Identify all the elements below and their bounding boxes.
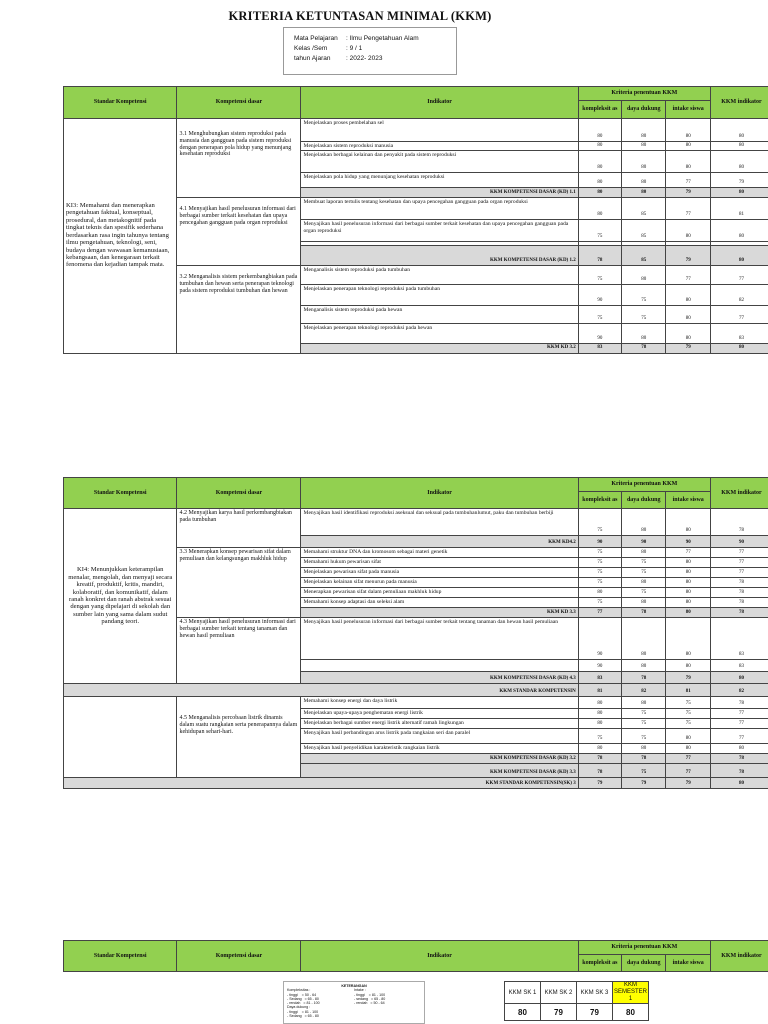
intake-value: 75 (666, 709, 710, 719)
kompleksitas-value: 90 (578, 660, 621, 672)
indikator-cell: Menjelaskan penerapan teknologi reproduksi pada hewan (301, 324, 578, 344)
kkm-table-2 (63, 477, 768, 789)
kompleksitas-value: 75 (578, 598, 621, 608)
intake-value: 75 (666, 719, 710, 729)
daya-dukung-value: 75 (622, 709, 666, 719)
header-indikator: Indikator (301, 478, 578, 509)
header-intake: intake siswa (666, 101, 710, 119)
kkm-value: 80 (710, 744, 768, 754)
kd-summary-label: KKM KD 3.3 (301, 608, 578, 618)
daya-dukung-value: 80 (622, 744, 666, 754)
indikator-cell: Menjelaskan berbagai kelainan dan penyakit pada sistem reproduksi (301, 151, 578, 173)
summary-value: 79 (577, 1004, 613, 1021)
table-row (64, 119, 768, 142)
intake-value: 81 (666, 684, 710, 697)
kkm-value: 80 (710, 119, 768, 142)
kd-summary-label: KKM KD 3.2 (301, 344, 578, 353)
indikator-cell: Menganalisis sistem reproduksi pada hewan (301, 306, 578, 324)
daya-dukung-value: 80 (622, 119, 666, 142)
kompleksitas-value: 80 (578, 151, 621, 173)
daya-dukung-value: 80 (622, 598, 666, 608)
kompleksitas-value: 75 (578, 220, 621, 242)
summary-label: KKM SK 3 (577, 982, 613, 1004)
indikator-cell: Menyajikan hasil penelusuran informasi dari berbagai sumber terkait kesehatan dan upaya pencegahan gangguan pada organ reproduksi (301, 220, 578, 242)
intake-value: 80 (666, 598, 710, 608)
kompleksitas-value: 90 (578, 324, 621, 344)
kd-summary-label: KKM KD4.2 (301, 536, 578, 548)
kkm-value: 77 (710, 558, 768, 568)
kkm-value: 80 (710, 188, 768, 198)
kompetensi-dasar-kd4: 4.5 Menganalisis percobaan listrik dinamis dalam suatu rangkaian serta penerapannya dalam kehidupan sehari-hari. (177, 697, 301, 778)
kkm-value: 77 (710, 306, 768, 324)
indikator-cell (301, 660, 578, 672)
daya-dukung-value: 80 (622, 578, 666, 588)
kkm-value: 77 (710, 568, 768, 578)
kompleksitas-value: 75 (578, 266, 621, 285)
daya-dukung-value: 75 (622, 558, 666, 568)
daya-dukung-value: 80 (622, 509, 666, 536)
summary-value: 80 (505, 1004, 541, 1021)
header-intake: intake siswa (666, 955, 710, 972)
kkm-value: 78 (710, 509, 768, 536)
intake-value: 80 (666, 588, 710, 598)
indikator-cell: Memahami konsep adaptasi dan seleksi alam (301, 598, 578, 608)
kkm-value: 80 (710, 220, 768, 242)
indikator-cell: Menyajikan hasil perbandingan arus listrik pada rangkaian seri dan paralel (301, 729, 578, 744)
tahun-label: tahun Ajaran (294, 55, 331, 62)
kompleksitas-value: 75 (578, 558, 621, 568)
daya-dukung-value: 78 (622, 672, 666, 684)
kkm-value: 83 (710, 660, 768, 672)
kompetensi-dasar-kd2: 3.3 Menerapkan konsep pewarisan sifat dalam pemuliaan dan kelangsungan makhluk hidup (177, 548, 301, 618)
indikator-cell: Membuat laporan tertulis tentang kesehatan dan upaya pencegahan gangguan pada organ reproduksi (301, 198, 578, 220)
kompleksitas-value: 78 (578, 246, 621, 266)
kkm-value: 80 (710, 246, 768, 266)
summary-value-semester: 80 (613, 1004, 649, 1021)
kkm-value: 82 (710, 285, 768, 306)
header-indikator: Indikator (301, 87, 578, 119)
daya-dukung-value: 85 (622, 198, 666, 220)
kompleksitas-value: 79 (578, 778, 621, 789)
table-row (64, 778, 768, 789)
intake-value: 80 (666, 578, 710, 588)
daya-dukung-value: 80 (622, 142, 666, 151)
kkm-value: 80 (710, 151, 768, 173)
kkm-value: 77 (710, 548, 768, 558)
kompetensi-dasar-kd1: 4.2 Menyajikan karya hasil perkembangbiakan pada tumbuhan (177, 509, 301, 548)
indikator-cell: Menjelaskan pewarisan sifat pada manusia (301, 568, 578, 578)
header-sk: Standar Kompetensi (64, 941, 177, 972)
header-kriteria: Kriteria penentuan KKM (578, 87, 710, 101)
indikator-cell: Menjelaskan berbagai sumber energi listrik alternatif ramah lingkungan (301, 719, 578, 729)
kompleksitas-value: 77 (578, 608, 621, 618)
kkm-value: 78 (710, 608, 768, 618)
indikator-cell: Menganalisis sistem reproduksi pada tumbuhan (301, 266, 578, 285)
daya-dukung-value: 75 (622, 588, 666, 598)
header-sk: Standar Kompetensi (64, 478, 177, 509)
header-kompleksitas: kompleksit as (578, 955, 621, 972)
daya-dukung-value: 75 (622, 729, 666, 744)
kompleksitas-value: 75 (578, 568, 621, 578)
indikator-cell: Menyajikan hasil penyelidikan karakteristik rangkaian listrik (301, 744, 578, 754)
daya-dukung-value: 80 (622, 548, 666, 558)
intake-value: 79 (666, 778, 710, 789)
kompleksitas-value: 83 (578, 344, 621, 353)
kkm-value: 78 (710, 588, 768, 598)
kkm-value: 80 (710, 778, 768, 789)
kompetensi-dasar-kd3: 4.3 Menyajikan hasil penelusuran informasi dari berbagai sumber terkait tentang tanaman dan hewan hasil pemuliaan (177, 618, 301, 684)
keterangan-col-1: Kompleksitas : - tinggi = 50 - 64 - Sedang = 65 - 80 - rendah = 81 - 100 Daya dukung : - tinggi = 81 - 100 - Sedang = 65 - 80 (287, 988, 320, 1019)
intake-value: 80 (666, 608, 710, 618)
kompleksitas-value: 80 (578, 142, 621, 151)
daya-dukung-value: 79 (622, 778, 666, 789)
kkm-table-3 (63, 940, 768, 972)
intake-value: 80 (666, 729, 710, 744)
daya-dukung-value: 80 (622, 188, 666, 198)
kompleksitas-value: 75 (578, 306, 621, 324)
kkm-value: 90 (710, 536, 768, 548)
kompleksitas-value: 78 (578, 754, 621, 764)
header-intake: intake siswa (666, 492, 710, 509)
indikator-cell: Memahami konsep energi dan daya listrik (301, 697, 578, 709)
daya-dukung-value: 80 (622, 618, 666, 660)
daya-dukung-value: 78 (622, 344, 666, 353)
info-box (283, 27, 457, 75)
indikator-cell: Menyajikan hasil identifikasi reproduksi aseksual dan seksual pada tumbuhanlumut, paku dan tumbuhan berbiji (301, 509, 578, 536)
header-kd: Kompetensi dasar (177, 941, 301, 972)
kompleksitas-value: 75 (578, 578, 621, 588)
intake-value: 79 (666, 344, 710, 353)
standar-kompetensi-ki4: KI4: Menunjukkan keterampilan menalar, mengolah, dan menyaji secara kreatif, produktif, kritis, mandiri, kolaboratif, dan komunikatif, dalam ranah konkret dan ranah abstrak sesuai dengan yang dipelajari di sekolah dan sumber lain yang sama dalam sudut pandang teori. (64, 509, 177, 684)
header-daya-dukung: daya dukung (622, 101, 666, 119)
kkm-value: 78 (710, 764, 768, 778)
kd-summary-label: KKM KOMPETENSI DASAR (KD) 3.3 (301, 764, 578, 778)
page-title: KRITERIA KETUNTASAN MINIMAL (KKM) (228, 9, 492, 23)
intake-value: 80 (666, 151, 710, 173)
intake-value: 77 (666, 173, 710, 188)
kompetensi-dasar-kd1: 3.1 Menghubungkan sistem reproduksi pada manusia dan gangguan pada sistem reproduksi dengan penerapan pola hidup yang menunjang kesehatan reproduksi (177, 119, 301, 198)
indikator-cell: Memahami hukum pewarisan sifat (301, 558, 578, 568)
indikator-cell: Menjelaskan upaya-upaya penghematan energi listrik (301, 709, 578, 719)
kompleksitas-value: 80 (578, 588, 621, 598)
kkm-value: 77 (710, 719, 768, 729)
intake-value: 79 (666, 246, 710, 266)
indikator-cell: Menjelaskan proses pembelahan sel (301, 119, 578, 142)
kd-summary-label: KKM KOMPETENSI DASAR (KD) 1.1 (301, 188, 578, 198)
kkm-table-1 (63, 86, 768, 354)
mapel-value: : Ilmu Pengetahuan Alam (346, 35, 419, 42)
intake-value: 80 (666, 324, 710, 344)
header-kd: Kompetensi dasar (177, 87, 301, 119)
kompleksitas-value: 90 (578, 618, 621, 660)
daya-dukung-value: 85 (622, 246, 666, 266)
daya-dukung-value: 80 (622, 151, 666, 173)
kd-summary-label: KKM KOMPETENSI DASAR (KD) 4.3 (301, 672, 578, 684)
daya-dukung-value: 78 (622, 608, 666, 618)
daya-dukung-value: 75 (622, 719, 666, 729)
keterangan-col-2: Intake : - tinggi = 81 - 100 - sedang = 65 - 80 - rendah = 50 - 64 (354, 988, 386, 1006)
intake-value: 80 (666, 568, 710, 578)
header-kkm: KKM indikator (710, 87, 768, 119)
daya-dukung-value: 75 (622, 306, 666, 324)
header-kkm: KKM indikator (710, 941, 768, 972)
kompleksitas-value: 80 (578, 119, 621, 142)
kelas-label: Kelas /Sem (294, 45, 328, 52)
intake-value: 80 (666, 119, 710, 142)
kompleksitas-value: 80 (578, 744, 621, 754)
intake-value: 80 (666, 306, 710, 324)
kkm-value: 79 (710, 173, 768, 188)
summary-label: KKM SK 1 (505, 982, 541, 1004)
daya-dukung-value: 85 (622, 220, 666, 242)
kompleksitas-value: 75 (578, 548, 621, 558)
daya-dukung-value: 75 (622, 764, 666, 778)
intake-value: 80 (666, 618, 710, 660)
summary-value: 79 (541, 1004, 577, 1021)
daya-dukung-value: 80 (622, 173, 666, 188)
kd-summary-label: KKM KOMPETENSI DASAR (KD) 3.2 (301, 754, 578, 764)
kkm-value: 80 (710, 142, 768, 151)
daya-dukung-value: 80 (622, 697, 666, 709)
keterangan-title: KETERANGAN (341, 984, 367, 988)
kkm-value: 80 (710, 672, 768, 684)
kkm-value: 77 (710, 729, 768, 744)
kkm-value: 78 (710, 598, 768, 608)
indikator-cell: Menerapkan pewarisan sifat dalam pemuliaan makhluk hidup (301, 588, 578, 598)
daya-dukung-value: 78 (622, 754, 666, 764)
indikator-cell: Menjelaskan kelainan sifat menurun pada manusia (301, 578, 578, 588)
kompleksitas-value: 75 (578, 729, 621, 744)
header-kkm: KKM indikator (710, 478, 768, 509)
header-daya-dukung: daya dukung (622, 492, 666, 509)
kompleksitas-value: 80 (578, 697, 621, 709)
header-kompleksitas: kompleksit as (578, 492, 621, 509)
kompleksitas-value: 80 (578, 173, 621, 188)
header-kriteria: Kriteria penentuan KKM (578, 478, 710, 492)
keterangan-box (283, 981, 425, 1024)
intake-value: 77 (666, 198, 710, 220)
sk-summary-label: KKM STANDAR KOMPETENSIN(SK) 3 (64, 778, 579, 789)
daya-dukung-value: 82 (622, 684, 666, 697)
kd-summary-label: KKM KOMPETENSI DASAR (KD) 1.2 (301, 246, 578, 266)
kelas-value: : 9 / 1 (346, 45, 363, 52)
kkm-value: 77 (710, 266, 768, 285)
intake-value: 77 (666, 754, 710, 764)
intake-value: 79 (666, 672, 710, 684)
header-daya-dukung: daya dukung (622, 955, 666, 972)
kkm-value: 83 (710, 324, 768, 344)
kkm-value: 81 (710, 198, 768, 220)
kompleksitas-value: 90 (578, 536, 621, 548)
intake-value: 80 (666, 558, 710, 568)
kompleksitas-value: 78 (578, 764, 621, 778)
kkm-value: 78 (710, 578, 768, 588)
tahun-value: : 2022- 2023 (346, 55, 383, 62)
daya-dukung-value: 90 (622, 536, 666, 548)
kompleksitas-value: 81 (578, 684, 621, 697)
kompleksitas-value: 80 (578, 719, 621, 729)
header-kd: Kompetensi dasar (177, 478, 301, 509)
indikator-cell: Menjelaskan sistem reproduksi manusia (301, 142, 578, 151)
table-row (64, 684, 768, 697)
intake-value: 77 (666, 764, 710, 778)
daya-dukung-value: 75 (622, 285, 666, 306)
summary-label-semester: KKM SEMESTER 1 (613, 982, 647, 1002)
intake-value: 80 (666, 285, 710, 306)
kompleksitas-value: 75 (578, 509, 621, 536)
daya-dukung-value: 80 (622, 660, 666, 672)
kompleksitas-value: 83 (578, 672, 621, 684)
table-row (64, 697, 768, 709)
kkm-summary-table (504, 981, 649, 1021)
kkm-value: 78 (710, 697, 768, 709)
header-kriteria: Kriteria penentuan KKM (578, 941, 710, 955)
kkm-value: 78 (710, 754, 768, 764)
sk-summary-label: KKM STANDAR KOMPETENSIN (64, 684, 579, 697)
intake-value: 90 (666, 536, 710, 548)
kompetensi-dasar-kd3: 3.2 Menganalisis sistem perkembangbiakan pada tumbuhan dan hewan serta penerapan teknologi pada sistem reproduksi tumbuhan dan hewan (177, 266, 301, 353)
intake-value: 80 (666, 509, 710, 536)
header-indikator: Indikator (301, 941, 578, 972)
intake-value: 80 (666, 220, 710, 242)
intake-value: 80 (666, 660, 710, 672)
kkm-value: 82 (710, 684, 768, 697)
indikator-cell: Memahami struktur DNA dan kromosom sebagai materi genetik (301, 548, 578, 558)
standar-kompetensi-ki3: KI3: Memahami dan menerapkan pengetahuan faktual, konseptual, prosedural, dan metakognitif pada tingkat teknis dan spesifik sederhana berdasarkan rasa ingin tahunya tentang ilmu pengetahuan, teknologi, seni, budaya dengan wawasan kemanusiaan, kebangsaan, dan kenegaraan terkait fenomena dan kejadian tampak mata. (64, 119, 177, 354)
intake-value: 79 (666, 188, 710, 198)
summary-label: KKM SK 2 (541, 982, 577, 1004)
kkm-value: 83 (710, 618, 768, 660)
intake-value: 77 (666, 548, 710, 558)
intake-value: 75 (666, 697, 710, 709)
intake-value: 80 (666, 744, 710, 754)
standar-kompetensi-empty (64, 697, 177, 778)
indikator-cell: Menyajikan hasil penelusuran informasi dari berbagai sumber terkait tentang tanaman dan hewan hasil pemuliaan (301, 618, 578, 660)
intake-value: 80 (666, 142, 710, 151)
kompleksitas-value: 80 (578, 709, 621, 719)
kkm-value: 80 (710, 344, 768, 353)
header-sk: Standar Kompetensi (64, 87, 177, 119)
kompleksitas-value: 80 (578, 188, 621, 198)
intake-value: 77 (666, 266, 710, 285)
indikator-cell: Menjelaskan pola hidup yang menunjang kesehatan reproduksi (301, 173, 578, 188)
mapel-label: Mata Pelajaran (294, 35, 338, 42)
daya-dukung-value: 75 (622, 568, 666, 578)
kompetensi-dasar-kd2: 4.1 Menyajikan hasil penelusuran informasi dari berbagai sumber terkait kesehatan dan upaya pencegahan gangguan pada organ reproduksi (177, 198, 301, 266)
kompleksitas-value: 80 (578, 198, 621, 220)
indikator-cell: Menjelaskan penerapan teknologi reproduksi pada tumbuhan (301, 285, 578, 306)
daya-dukung-value: 80 (622, 324, 666, 344)
kkm-value: 77 (710, 709, 768, 719)
kompleksitas-value: 90 (578, 285, 621, 306)
header-kompleksitas: kompleksit as (578, 101, 621, 119)
daya-dukung-value: 80 (622, 266, 666, 285)
table-row (64, 509, 768, 536)
